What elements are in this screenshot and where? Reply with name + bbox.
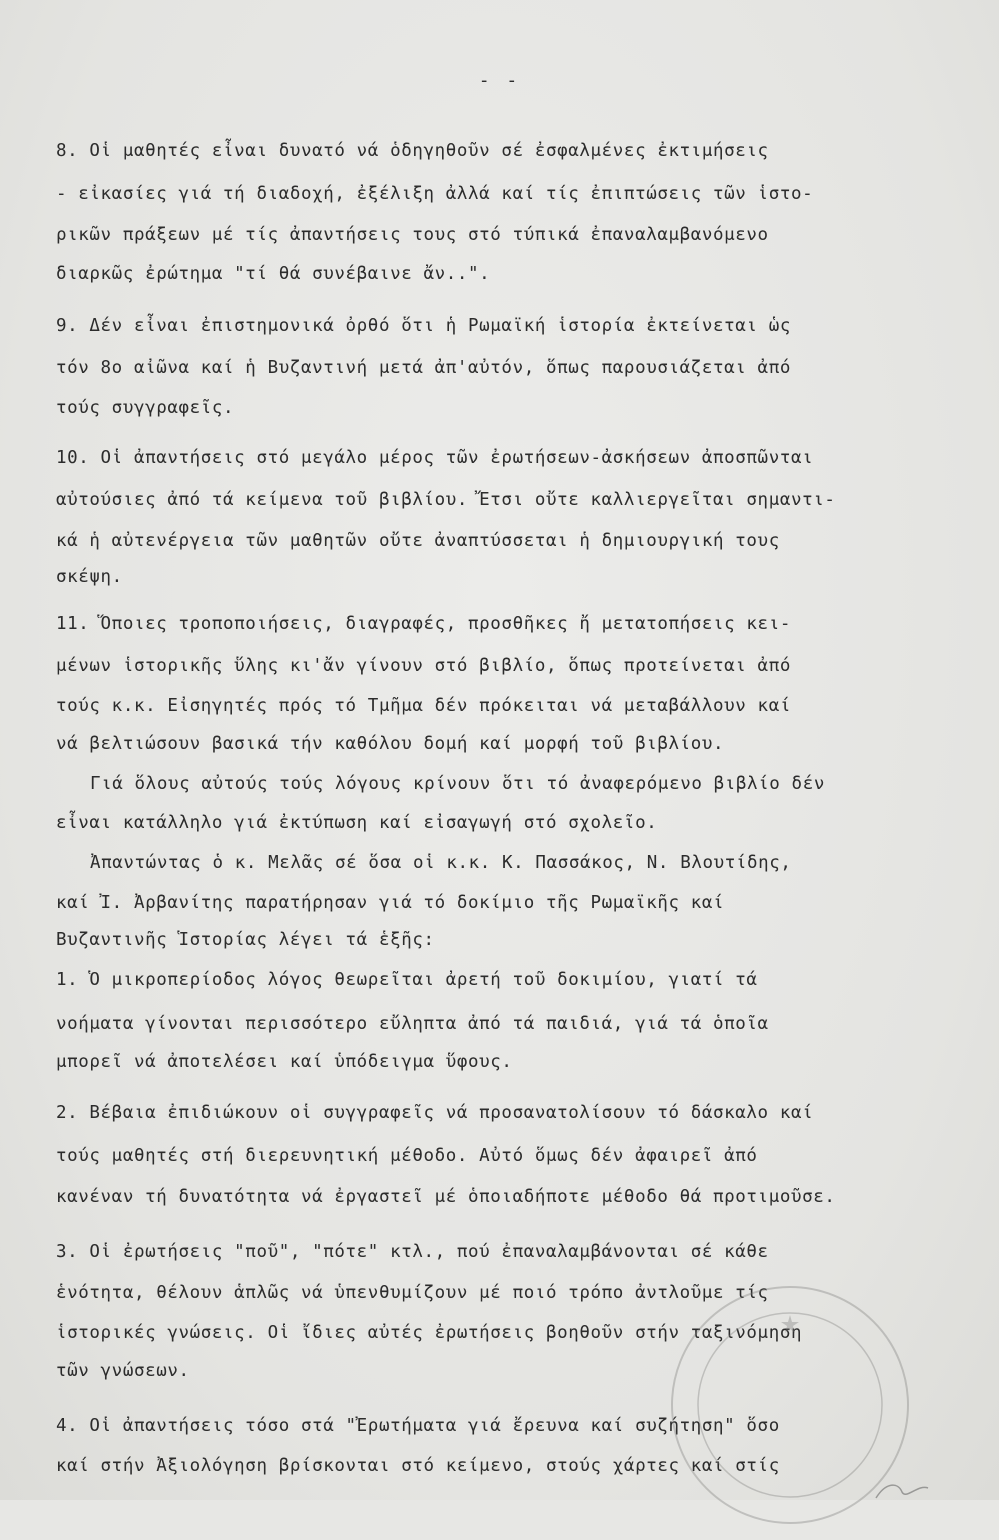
text-line: 9. Δέν εἶναι ἐπιστημονικά ὀρθό ὅτι ἡ Ρωμαϊκή ἱστορία ἐκτείνεται ὡς xyxy=(56,316,791,336)
text-line: νοήματα γίνονται περισσότερο εὔληπτα ἀπό τά παιδιά, γιά τά ὁποῖα xyxy=(56,1014,769,1034)
text-line: 2. Βέβαια ἐπιδιώκουν οἱ συγγραφεῖς νά προσανατολίσουν τό δάσκαλο καί xyxy=(56,1103,814,1123)
text-line: τούς συγγραφεῖς. xyxy=(56,398,235,418)
text-line: ρικῶν πράξεων μέ τίς ἀπαντήσεις τους στό τύπικά ἐπαναλαμβανόμενο xyxy=(56,225,769,245)
page-header-dashes: - - xyxy=(478,70,521,91)
text-line: 1. Ὁ μικροπερίοδος λόγος θεωρεῖται ἀρετή τοῦ δοκιμίου, γιατί τά xyxy=(56,970,758,990)
text-line: 11. Ὅποιες τροποποιήσεις, διαγραφές, προσθῆκες ἤ μετατοπήσεις κει- xyxy=(56,614,791,634)
text-line: - εἰκασίες γιά τή διαδοχή, ἐξέλιξη ἀλλά καί τίς ἐπιπτώσεις τῶν ἱστο- xyxy=(56,184,814,204)
text-line: διαρκῶς ἐρώτημα "τί θά συνέβαινε ἄν..". xyxy=(56,264,491,284)
text-line: μπορεῖ νά ἀποτελέσει καί ὑπόδειγμα ὕφους. xyxy=(56,1052,513,1072)
text-line: αὐτούσιες ἀπό τά κείμενα τοῦ βιβλίου. Ἔτσι οὔτε καλλιεργεῖται σημαντι- xyxy=(56,490,836,510)
text-line: 4. Οἱ ἀπαντήσεις τόσο στά "Ἐρωτήματα γιά ἔρευνα καί συζήτηση" ὅσο xyxy=(56,1416,780,1436)
text-line: νά βελτιώσουν βασικά τήν καθόλου δομή καί μορφή τοῦ βιβλίου. xyxy=(56,734,725,754)
text-line: κανέναν τή δυνατότητα νά ἐργαστεῖ μέ ὁποιαδήποτε μέθοδο θά προτιμοῦσε. xyxy=(56,1187,836,1207)
text-line: μένων ἱστορικῆς ὕλης κι'ἄν γίνουν στό βιβλίο, ὅπως προτείνεται ἀπό xyxy=(56,656,791,676)
text-line: Βυζαντινῆς Ἱστορίας λέγει τά ἑξῆς: xyxy=(56,930,435,950)
text-line: τῶν γνώσεων. xyxy=(56,1361,190,1381)
text-line: εἶναι κατάλληλο γιά ἐκτύπωση καί εἰσαγωγή στό σχολεῖο. xyxy=(56,813,658,833)
text-line: τόν 8ο αἰῶνα καί ἡ Βυζαντινή μετά ἀπ'αὐτόν, ὅπως παρουσιάζεται ἀπό xyxy=(56,358,791,378)
text-line: 10. Οἱ ἀπαντήσεις στό μεγάλο μέρος τῶν ἐρωτήσεων-ἀσκήσεων ἀποσπῶνται xyxy=(56,448,814,468)
text-line: Γιά ὅλους αὐτούς τούς λόγους κρίνουν ὅτι τό ἀναφερόμενο βιβλίο δέν xyxy=(90,774,825,794)
text-line: ἱστορικές γνώσεις. Οἱ ἴδιες αὐτές ἐρωτήσεις βοηθοῦν στήν ταξινόμηση xyxy=(56,1323,803,1343)
text-line: 3. Οἱ ἐρωτήσεις "ποῦ", "πότε" κτλ., πού ἐπαναλαμβάνονται σέ κάθε xyxy=(56,1242,769,1262)
text-line: τούς μαθητές στή διερευνητική μέθοδο. Αὐτό ὅμως δέν ἀφαιρεῖ ἀπό xyxy=(56,1146,758,1166)
text-line: καί Ἰ. Ἀρβανίτης παρατήρησαν γιά τό δοκίμιο τῆς Ρωμαϊκῆς καί xyxy=(56,893,725,913)
text-line: κά ἡ αὐτενέργεια τῶν μαθητῶν οὔτε ἀναπτύσσεται ἡ δημιουργική τους xyxy=(56,531,780,551)
text-line: 8. Οἱ μαθητές εἶναι δυνατό νά ὁδηγηθοῦν σέ ἐσφαλμένες ἐκτιμήσεις xyxy=(56,141,769,161)
text-line: ἑνότητα, θέλουν ἁπλῶς νά ὑπενθυμίζουν μέ ποιό τρόπο ἀντλοῦμε τίς xyxy=(56,1283,769,1303)
text-line: σκέψη. xyxy=(56,567,123,587)
text-line: τούς κ.κ. Εἰσηγητές πρός τό Τμῆμα δέν πρόκειται νά μεταβάλλουν καί xyxy=(56,696,791,716)
text-line: καί στήν Ἀξιολόγηση βρίσκονται στό κείμενο, στούς χάρτες καί στίς xyxy=(56,1456,780,1476)
ink-flourish-mark xyxy=(872,1478,932,1500)
text-line: Ἀπαντώντας ὁ κ. Μελᾶς σέ ὅσα οἱ κ.κ. Κ. Πασσάκος, Ν. Βλουτίδης, xyxy=(90,853,792,873)
